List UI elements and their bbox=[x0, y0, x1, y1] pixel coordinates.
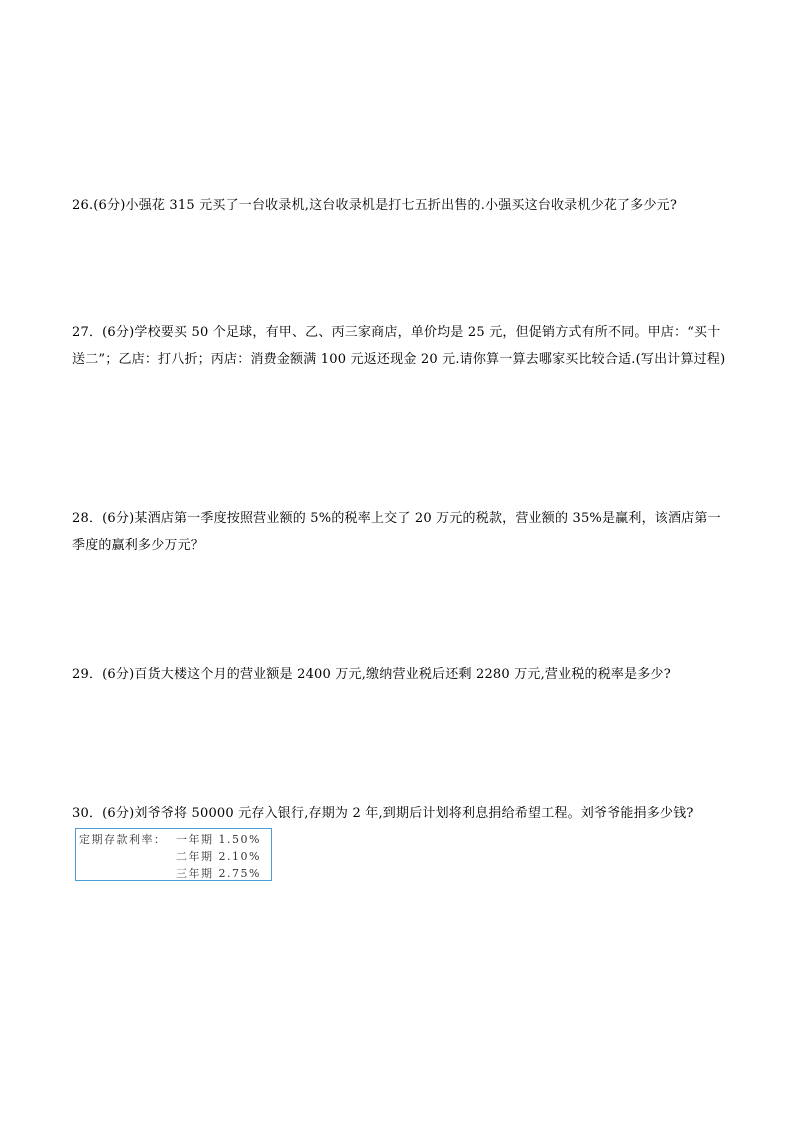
question-number: 29． bbox=[72, 667, 103, 682]
question-text: 小强花 315 元买了一台收录机,这台收录机是打七五折出售的.小强买这台收录机少花了多少元? bbox=[125, 198, 678, 213]
question-text: 刘爷爷将 50000 元存入银行,存期为 2 年,到期后计划将利息捐给希望工程。刘爷爷能捐多少钱? bbox=[134, 806, 694, 821]
question-text: 学校要买 50 个足球，有甲、乙、丙三家商店，单价均是 25 元，但促销方式有所不同。甲店：“买十送二”；乙店：打八折；丙店：消费金额满 100 元返还现金 20 元.请你算一算去哪家买比较合适.(写出计算过程) bbox=[72, 325, 726, 367]
question-points: (6分) bbox=[93, 198, 126, 213]
question-points: (6分) bbox=[102, 325, 135, 340]
question-27 bbox=[72, 319, 732, 373]
question-26 bbox=[72, 192, 732, 219]
rate-row-one-year: 一年期 1.50% bbox=[176, 833, 261, 846]
rate-table-label: 定期存款利率： bbox=[79, 833, 167, 846]
interest-rate-table bbox=[75, 828, 272, 881]
question-30 bbox=[72, 800, 732, 827]
question-28 bbox=[72, 505, 732, 559]
question-text: 百货大楼这个月的营业额是 2400 万元,缴纳营业税后还剩 2280 万元,营业税的税率是多少? bbox=[134, 667, 671, 682]
question-points: (6分) bbox=[102, 667, 135, 682]
question-points: (6分) bbox=[102, 806, 135, 821]
rate-row-three-year: 三年期 2.75% bbox=[176, 867, 261, 880]
rate-row-two-year: 二年期 2.10% bbox=[176, 850, 261, 863]
question-number: 26. bbox=[72, 198, 94, 213]
question-number: 28． bbox=[72, 511, 103, 526]
question-points: (6分) bbox=[102, 511, 135, 526]
question-29 bbox=[72, 661, 732, 688]
question-text: 某酒店第一季度按照营业额的 5%的税率上交了 20 万元的税款，营业额的 35%是赢利，该酒店第一季度的赢利多少万元？ bbox=[72, 511, 721, 553]
question-number: 30． bbox=[72, 806, 103, 821]
question-number: 27． bbox=[72, 325, 103, 340]
